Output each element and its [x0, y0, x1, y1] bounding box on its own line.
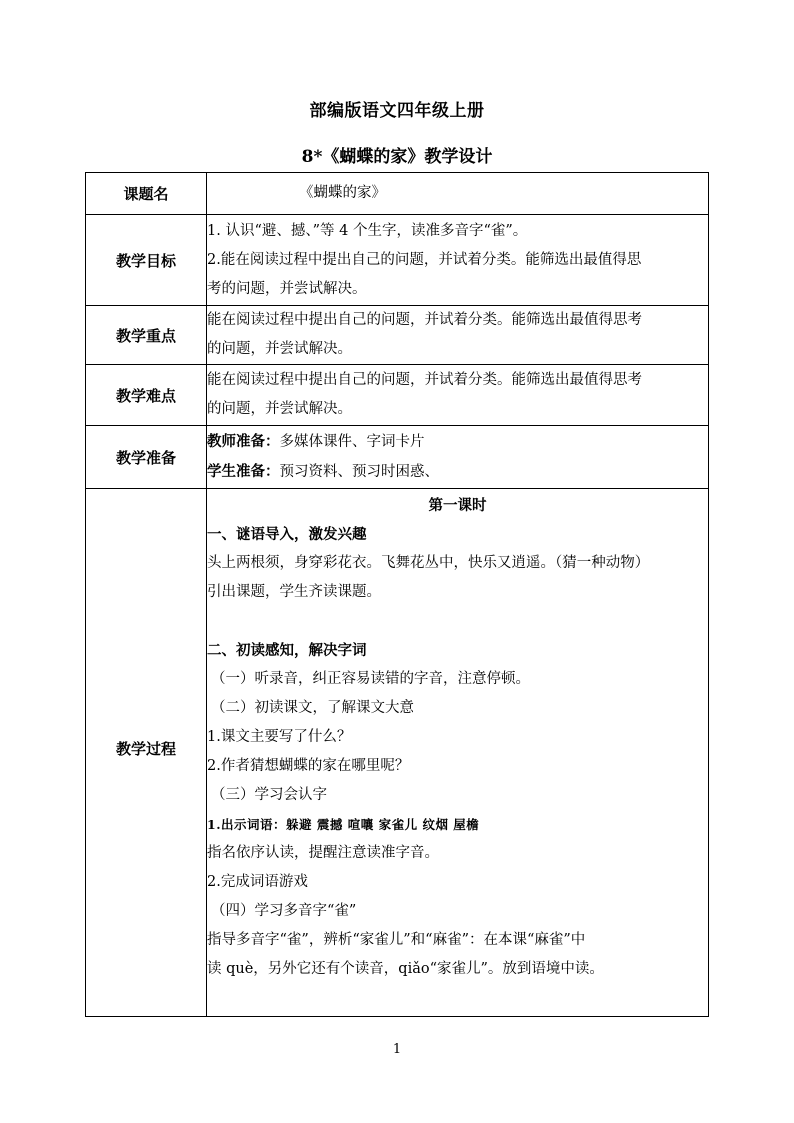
key-points-label: 教学重点: [86, 306, 207, 365]
student-preparation: [207, 457, 708, 487]
table-row-difficulties: [86, 365, 709, 426]
lesson-session-title: 第一课时: [428, 497, 487, 514]
section-heading: 二、初读感知，解决字词: [207, 642, 367, 659]
lesson-plan-title: 8*《蝴蝶的家》教学设计: [301, 147, 493, 167]
table-row-key-points: [86, 306, 709, 365]
polyphone-text: 指导多音字“雀”，辨析“家雀儿”和“麻雀”：在本课“麻雀”中: [207, 932, 586, 948]
difficulties-line: 能在阅读过程中提出自己的问题，并试着分类。能筛选出最值得思考: [207, 372, 642, 388]
student-preparation-value: 预习资料、预习时困惑、: [279, 464, 439, 480]
question-item: 2.作者猜想蝴蝶的家在哪里呢？: [207, 758, 410, 774]
vocabulary-list: 1.出示词语：躲避 震撼 喧嚷 家雀儿 纹烟 屋檐: [207, 817, 480, 832]
goals-line: 1. 认识“避、撼、”等 4 个生字，读准多音字“雀”。: [207, 222, 528, 239]
teacher-preparation: [207, 427, 708, 457]
table-row-goals: [86, 215, 709, 306]
vocabulary-note: 指名依序认读，提醒注意读准字音。: [207, 845, 439, 861]
key-points-line: 的问题，并尝试解决。: [207, 341, 352, 357]
lesson-plan-table: [85, 172, 709, 1017]
spacer: [207, 607, 708, 636]
difficulties-label: 教学难点: [86, 365, 207, 426]
topic-value: 《蝴蝶的家》: [299, 185, 386, 201]
table-row-preparation: [86, 426, 709, 489]
key-points-cell: [207, 306, 709, 365]
step-item: （二）初读课文，了解课文大意: [211, 700, 414, 716]
section-heading: 一、谜语导入，激发兴趣: [207, 526, 367, 543]
teacher-preparation-label: 教师准备：: [207, 433, 280, 450]
student-preparation-label: 学生准备：: [207, 463, 280, 480]
question-item: 1.课文主要写了什么？: [207, 729, 352, 745]
difficulties-cell: [207, 365, 709, 426]
step-item: （一）听录音，纠正容易读错的字音，注意停顿。: [211, 671, 530, 687]
table-row-process: [86, 489, 709, 1017]
table-row-topic: [86, 173, 709, 215]
polyphone-text: 读 què，另外它还有个读音，qiǎo“家雀儿”。放到语境中读。: [207, 961, 604, 977]
topic-label: 课题名: [86, 173, 207, 215]
step-item: （四）学习多音字“雀”: [211, 903, 357, 919]
goals-line: 考的问题，并尝试解决。: [207, 280, 367, 297]
topic-cell: [207, 173, 709, 215]
process-label: 教学过程: [86, 489, 207, 1017]
preparation-cell: [207, 426, 709, 489]
page-number: 1: [392, 1042, 402, 1057]
game-item: 2.完成词语游戏: [207, 874, 308, 890]
intro-text: 引出课题，学生齐读课题。: [207, 584, 381, 600]
goals-cell: [207, 215, 709, 306]
process-cell: [207, 489, 709, 1017]
document-title: 部编版语文四年级上册: [309, 101, 485, 121]
step-item: （三）学习会认字: [211, 787, 327, 803]
difficulties-line: 的问题，并尝试解决。: [207, 401, 352, 417]
teacher-preparation-value: 多媒体课件、字词卡片: [279, 434, 425, 450]
riddle-text: 头上两根须，身穿彩花衣。飞舞花丛中，快乐又逍遥。（猜一种动物）: [207, 555, 650, 571]
preparation-label: 教学准备: [86, 426, 207, 489]
goals-label: 教学目标: [86, 215, 207, 306]
key-points-line: 能在阅读过程中提出自己的问题，并试着分类。能筛选出最值得思考: [207, 312, 642, 328]
goals-line: 2.能在阅读过程中提出自己的问题，并试着分类。能筛选出最值得思: [207, 251, 642, 268]
